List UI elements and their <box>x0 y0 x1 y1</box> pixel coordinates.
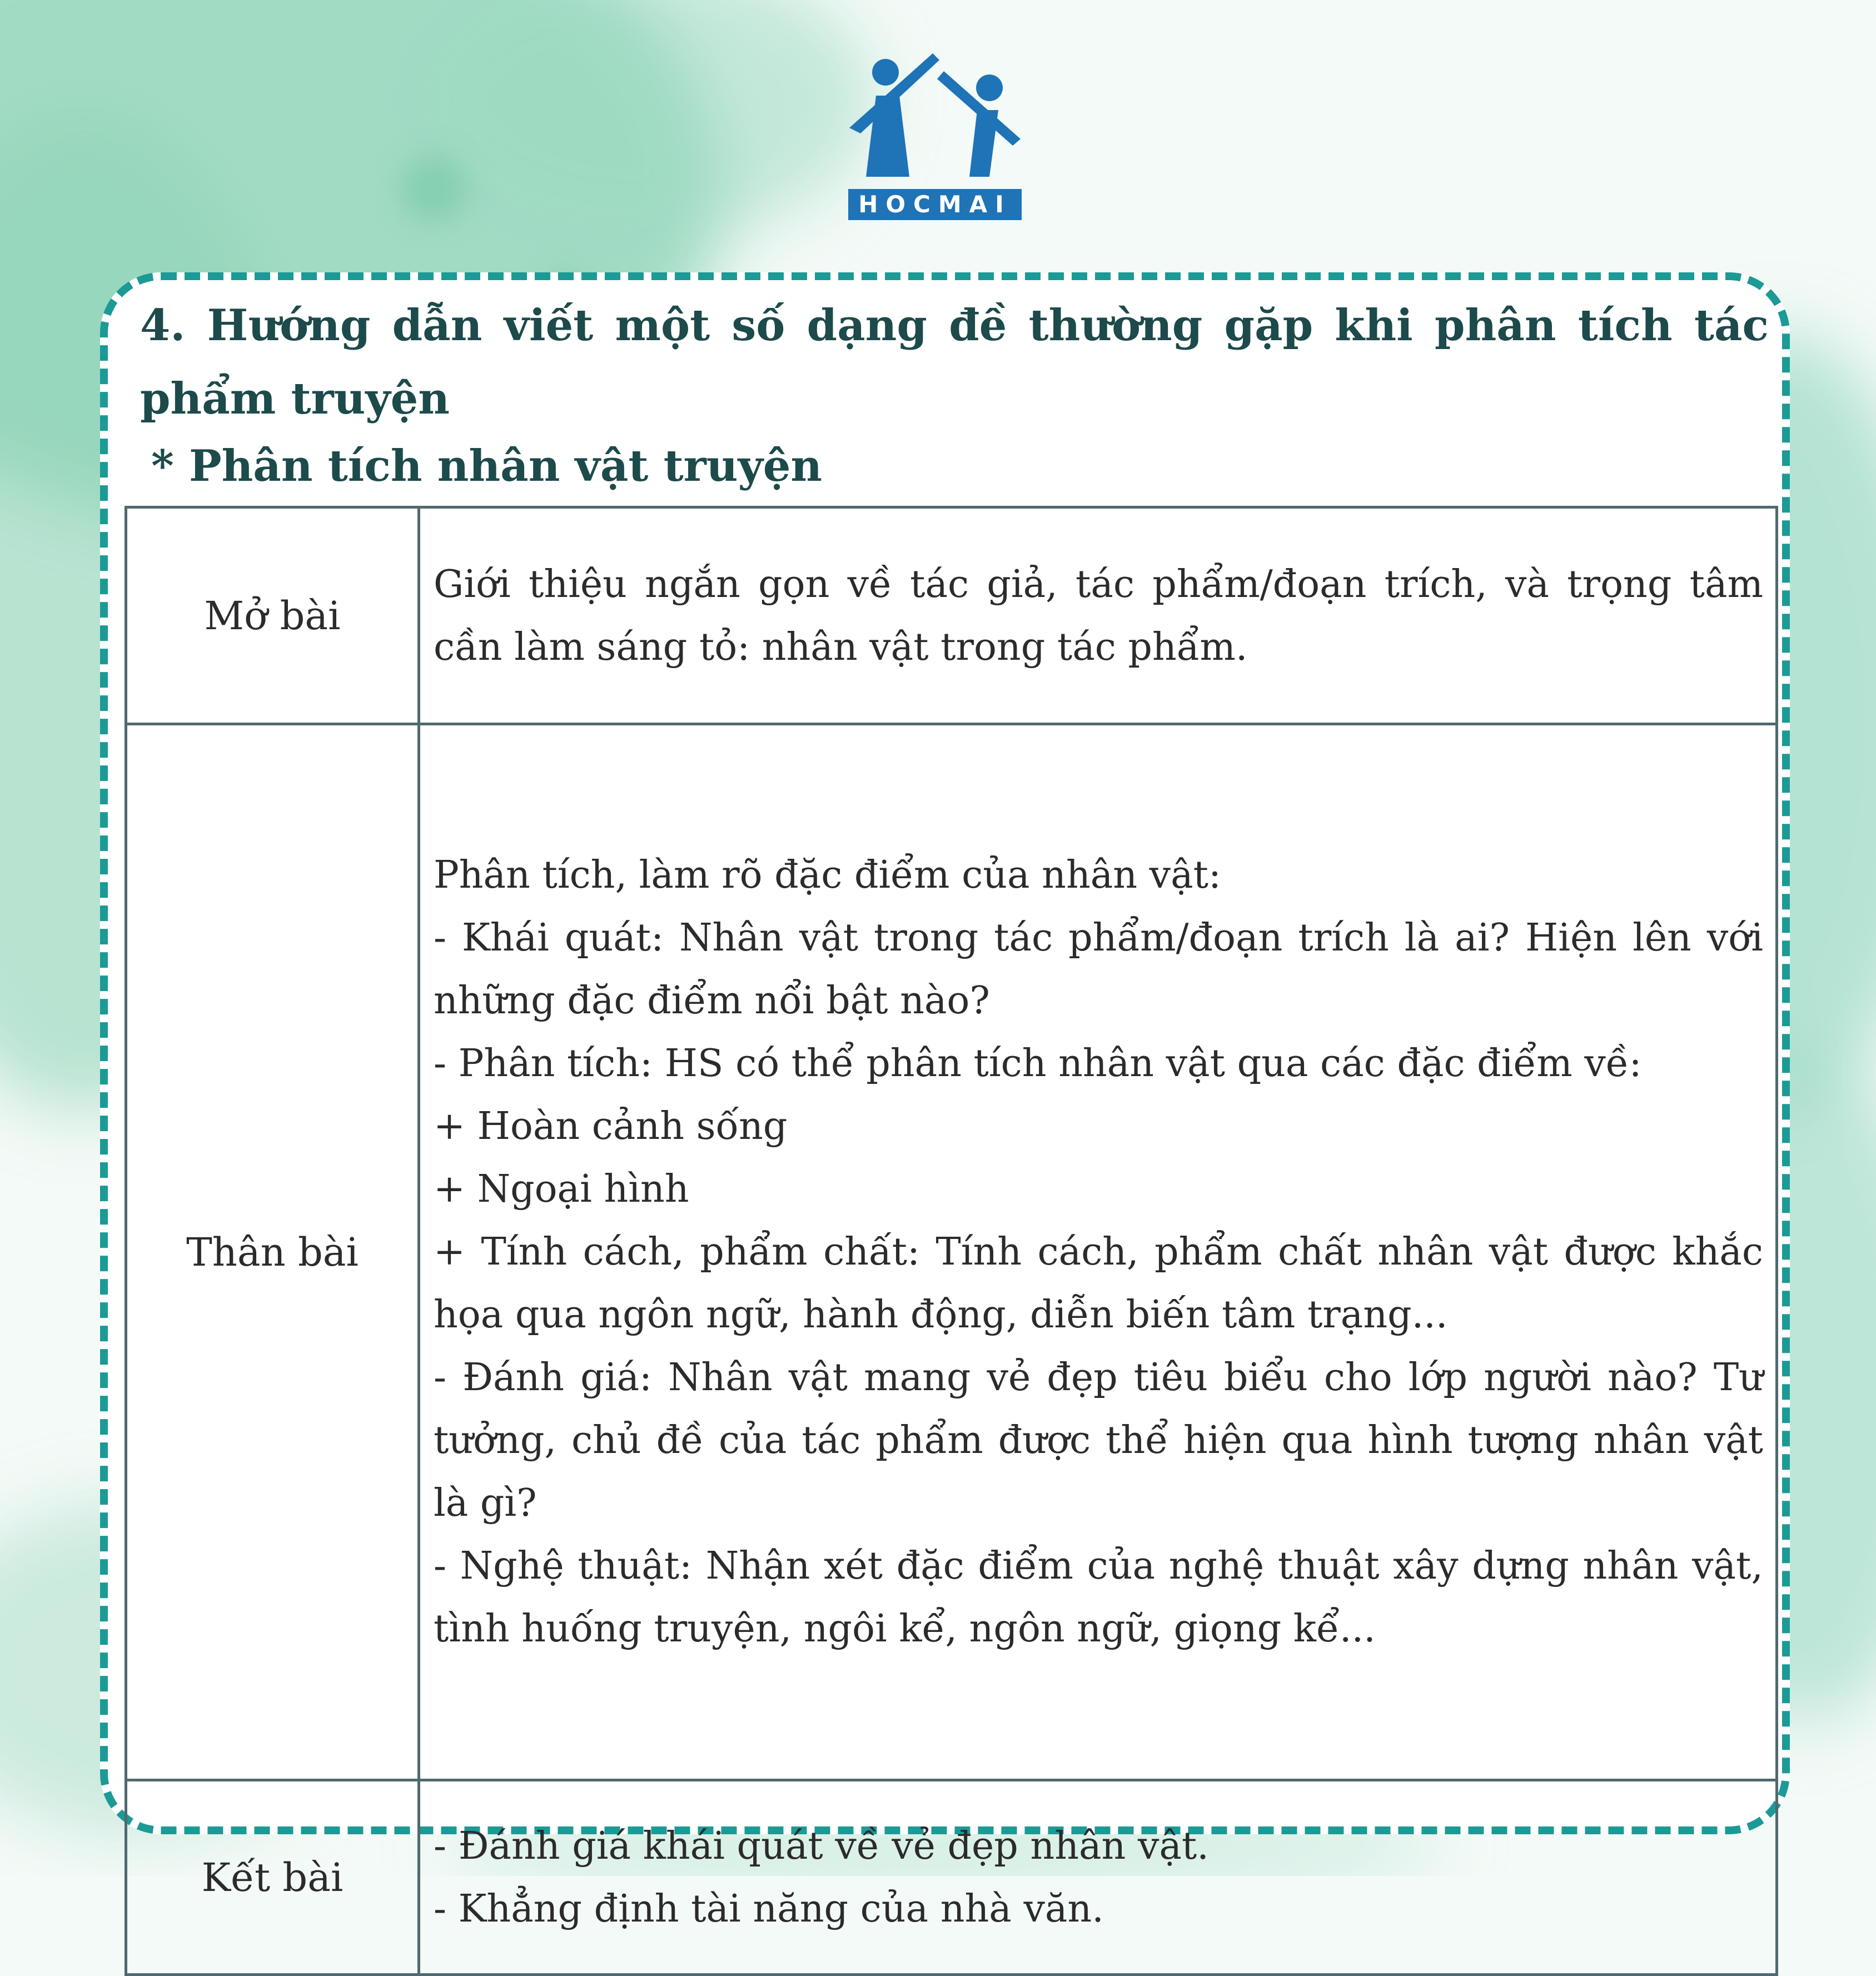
content-line: - Phân tích: HS có thể phân tích nhân vật qua các đặc điểm về: <box>434 1042 1642 1086</box>
content-line: Phân tích, làm rõ đặc điểm của nhân vật: <box>434 853 1221 897</box>
content-line: - Khái quát: Nhân vật trong tác phẩm/đoạn trích là ai? Hiện lên với những đặc điểm nổi bật nào? <box>434 916 1763 1023</box>
table-row <box>126 1780 1777 1975</box>
content-line: - Đánh giá: Nhân vật mang vẻ đẹp tiêu biểu cho lớp người nào? Tư tưởng, chủ đề của tác phẩm được thể hiện qua hình tượng nhân vật là gì? <box>434 1356 1763 1525</box>
row-label-mo-bai: Mở bài <box>126 507 419 724</box>
logo-text: HOCMAI <box>858 191 1012 218</box>
row-label-ket-bai: Kết bài <box>126 1780 419 1975</box>
row-content-ket-bai <box>419 1780 1777 1975</box>
content-line: + Ngoại hình <box>434 1167 689 1211</box>
content-line: + Hoàn cảnh sống <box>434 1104 788 1148</box>
content-line: Giới thiệu ngắn gọn về tác giả, tác phẩm/đoạn trích, và trọng tâm cần làm sáng tỏ: nhân vật trong tác phẩm. <box>434 562 1763 669</box>
content-line: - Nghệ thuật: Nhận xét đặc điểm của nghệ thuật xây dựng nhân vật, tình huống truyện, ngôi kể, ngôn ngữ, giọng kể... <box>434 1544 1763 1651</box>
table-row <box>126 507 1777 724</box>
section-subheading: * Phân tích nhân vật truyện <box>151 441 823 491</box>
row-content-than-bai <box>419 724 1777 1780</box>
row-content-mo-bai <box>419 507 1777 724</box>
table-row <box>126 724 1777 1780</box>
content-line: + Tính cách, phẩm chất: Tính cách, phẩm chất nhân vật được khắc họa qua ngôn ngữ, hành động, diễn biến tâm trạng... <box>434 1230 1763 1337</box>
section-heading: 4. Hướng dẫn viết một số dạng đề thường gặp khi phân tích tác phẩm truyện <box>140 300 1769 424</box>
content-line: - Đánh giá khái quát về vẻ đẹp nhân vật. <box>434 1824 1209 1868</box>
row-label-than-bai: Thân bài <box>126 724 419 1780</box>
essay-outline-table <box>125 506 1778 1976</box>
hocmai-logo <box>844 50 1027 228</box>
content-line: - Khẳng định tài năng của nhà văn. <box>434 1887 1104 1931</box>
